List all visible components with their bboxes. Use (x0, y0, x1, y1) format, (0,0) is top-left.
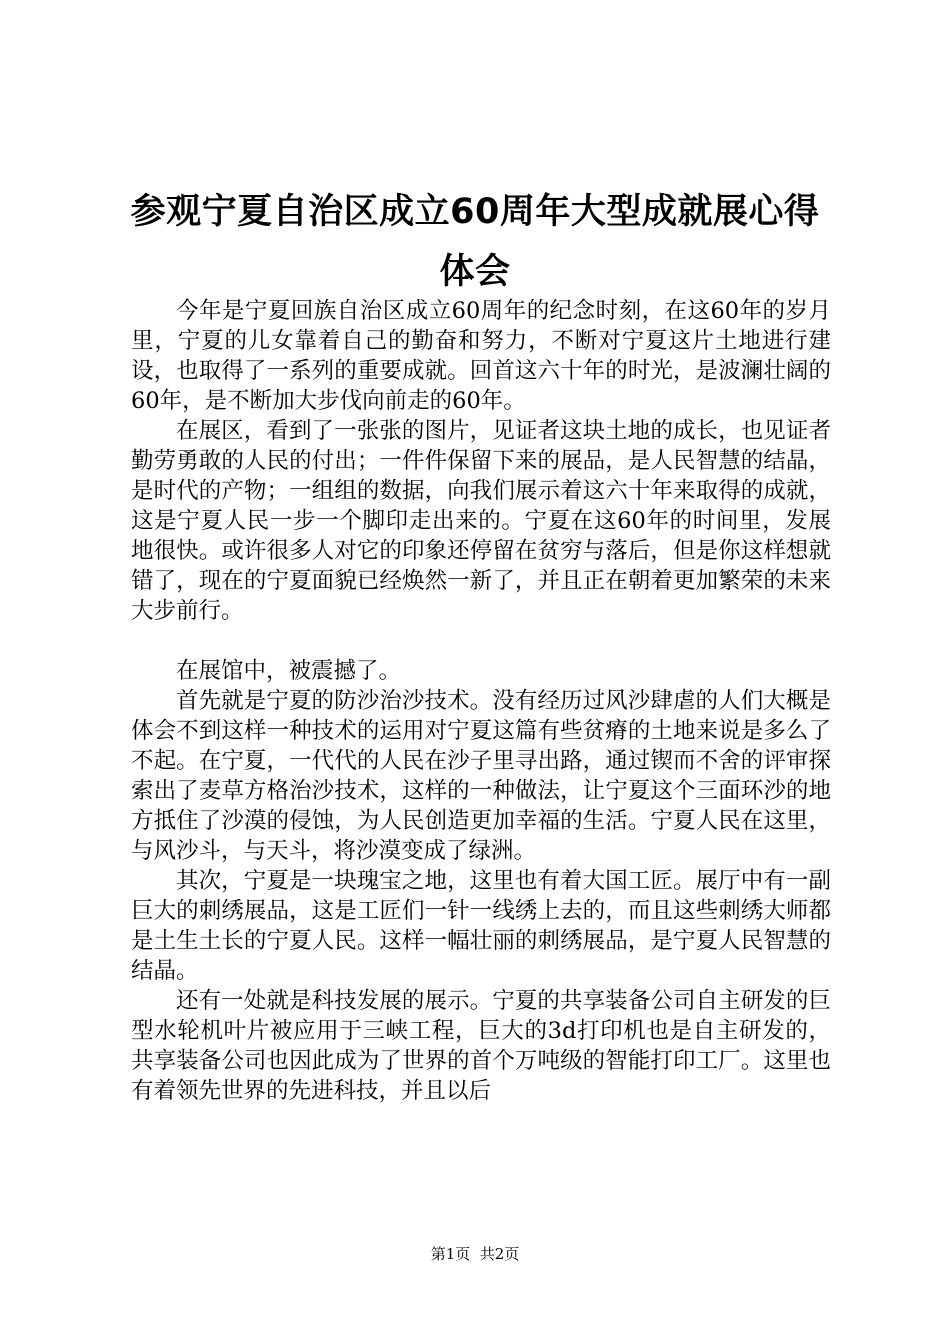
paragraph-technology: 还有一处就是科技发展的展示。宁夏的共享装备公司自主研发的巨型水轮机叶片被应用于三峡工程，巨大的3d打印机也是自主研发的，共享装备公司也因此成为了世界的首个万吨级的智能打印工厂。这里也有着领先世界的先进科技，并且以后 (131, 988, 831, 1104)
paragraph-exhibition-area: 在展区，看到了一张张的图片，见证者这块土地的成长，也见证者勤劳勇敢的人民的付出；一件件保留下来的展品，是人民智慧的结晶，是时代的产物；一组组的数据，向我们展示着这六十年来取得的成就，这是宁夏人民一步一个脚印走出来的。宁夏在这60年的时间里，发展地很快。或许很多人对它的印象还停留在贫穷与落后，但是你这样想就错了，现在的宁夏面貌已经焕然一新了，并且正在朝着更加繁荣的未来大步前行。 (131, 418, 831, 624)
paragraph-sand-control: 首先就是宁夏的防沙治沙技术。没有经历过风沙肆虐的人们大概是体会不到这样一种技术的运用对宁夏这篇有些贫瘠的土地来说是多么了不起。在宁夏，一代代的人民在沙子里寻出路，通过锲而不舍的评审探索出了麦草方格治沙技术，这样的一种做法，让宁夏这个三面环沙的地方抵住了沙漠的侵蚀，为人民创造更加幸福的生活。宁夏人民在这里，与风沙斗，与天斗，将沙漠变成了绿洲。 (131, 688, 831, 864)
paragraph-craftsmen: 其次，宁夏是一块瑰宝之地，这里也有着大国工匠。展厅中有一副巨大的刺绣展品，这是工匠们一针一线绣上去的，而且这些刺绣大师都是土生土长的宁夏人民。这样一幅壮丽的刺绣展品，是宁夏人民智慧的结晶。 (131, 868, 831, 984)
page-number-footer: 第1页 共2页 (430, 1245, 520, 1263)
document-body (131, 296, 831, 1106)
paragraph-shocked: 在展馆中，被震撼了。 (176, 658, 402, 684)
document-title: 参观宁夏自治区成立60周年大型成就展心得体会 (130, 192, 820, 292)
paragraph-intro: 今年是宁夏回族自治区成立60周年的纪念时刻，在这60年的岁月里，宁夏的儿女靠着自己的勤奋和努力，不断对宁夏这片土地进行建设，也取得了一系列的重要成就。回首这六十年的时光，是波澜壮阔的60年，是不断加大步伐向前走的60年。 (131, 298, 831, 414)
